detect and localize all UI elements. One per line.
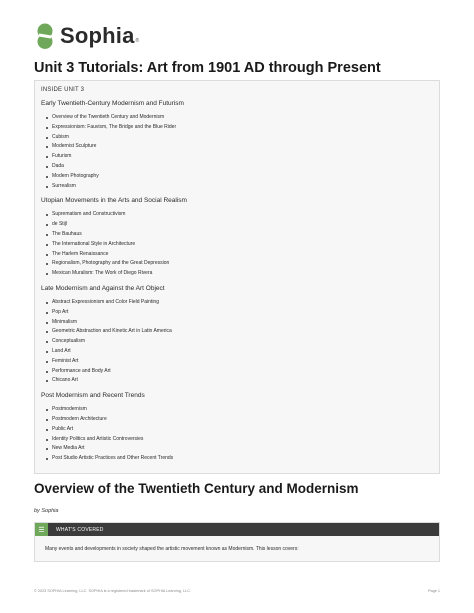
tutorial-list [41, 405, 433, 464]
unit-section [41, 197, 433, 279]
tutorial-list-item: Chicano Art [46, 376, 433, 386]
whats-covered-box [34, 522, 440, 562]
tutorial-list-item: Public Art [46, 425, 433, 435]
byline: by Sophia [34, 508, 59, 514]
tutorial-list-item: Post Studio Artistic Practices and Other Recent Trends [46, 454, 433, 464]
tutorial-list-item: The International Style in Architecture [46, 240, 433, 250]
tutorial-list-item: Regionalism, Photography and the Great Depression [46, 259, 433, 269]
whats-covered-text: Many events and developments in society shaped the artistic movement known as Modernism. This lesson covers: [45, 546, 299, 552]
tutorial-list-item: New Media Art [46, 444, 433, 454]
tutorial-list-item: The Harlem Renaissance [46, 250, 433, 260]
tutorial-list [41, 210, 433, 279]
tutorial-list-item: Postmodern Architecture [46, 415, 433, 425]
unit-section [41, 392, 433, 464]
page-footer [34, 589, 440, 593]
section-heading: Post Modernism and Recent Trends [41, 392, 145, 400]
tutorial-list-item: Abstract Expressionism and Color Field Painting [46, 298, 433, 308]
section-heading: Early Twentieth-Century Modernism and Futurism [41, 100, 184, 107]
trademark-symbol: ® [135, 38, 140, 44]
unit-sections [41, 100, 433, 464]
tutorial-list-item: Overview of the Twentieth Century and Modernism [46, 113, 433, 123]
overview-title: Overview of the Twentieth Century and Modernism [34, 481, 359, 496]
page-title: Unit 3 Tutorials: Art from 1901 AD through Present [34, 60, 381, 76]
tutorial-list-item: de Stijl [46, 220, 433, 230]
tutorial-list-item: Futurism [46, 152, 433, 162]
inside-unit-box [34, 80, 440, 474]
tutorial-list-item: Modern Photography [46, 172, 433, 182]
whats-covered-header [35, 523, 439, 536]
tutorial-list-item: Conceptualism [46, 337, 433, 347]
unit-section [41, 100, 433, 191]
tutorial-list-item: The Bauhaus [46, 230, 433, 240]
tutorial-list-item: Identity Politics and Artistic Controversies [46, 435, 433, 445]
tutorial-list [41, 113, 433, 191]
tutorial-list [41, 298, 433, 386]
unit-section [41, 285, 433, 386]
tutorial-list-item: Modernist Sculpture [46, 142, 433, 152]
tutorial-list-item: Performance and Body Art [46, 367, 433, 377]
tutorial-list-item: Cubism [46, 133, 433, 143]
section-heading: Late Modernism and Against the Art Object [41, 284, 165, 292]
tutorial-list-item: Geometric Abstraction and Kinetic Art in Latin America [46, 327, 433, 337]
footer-copyright: © 2023 SOPHIA Learning, LLC. SOPHIA is a registered trademark of SOPHIA Learning, LLC. [34, 589, 192, 593]
tutorial-list-item: Surrealism [46, 182, 433, 192]
inside-unit-label: INSIDE UNIT 3 [41, 87, 85, 93]
tutorial-list-item: Suprematism and Constructivism [46, 210, 433, 220]
brand-name: Sophia [60, 23, 135, 48]
sophia-logo [34, 22, 139, 50]
tutorial-list-item: Minimalism [46, 318, 433, 328]
tutorial-list-item: Mexican Muralism: The Work of Diego Rivera [46, 269, 433, 279]
section-heading: Utopian Movements in the Arts and Social Realism [41, 197, 187, 205]
sophia-logo-icon [34, 22, 56, 50]
footer-page-number: Page 1 [427, 589, 440, 593]
whats-covered-label: WHAT'S COVERED [56, 526, 104, 533]
tutorial-list-item: Land Art [46, 347, 433, 357]
tutorial-list-item: Expressionism: Fauvism, The Bridge and the Blue Rider [46, 123, 433, 133]
tutorial-list-item: Dada [46, 162, 433, 172]
list-icon: ☰ [35, 523, 48, 536]
tutorial-list-item: Postmodernism [46, 405, 433, 415]
tutorial-list-item: Feminist Art [46, 357, 433, 367]
tutorial-list-item: Pop Art [46, 308, 433, 318]
